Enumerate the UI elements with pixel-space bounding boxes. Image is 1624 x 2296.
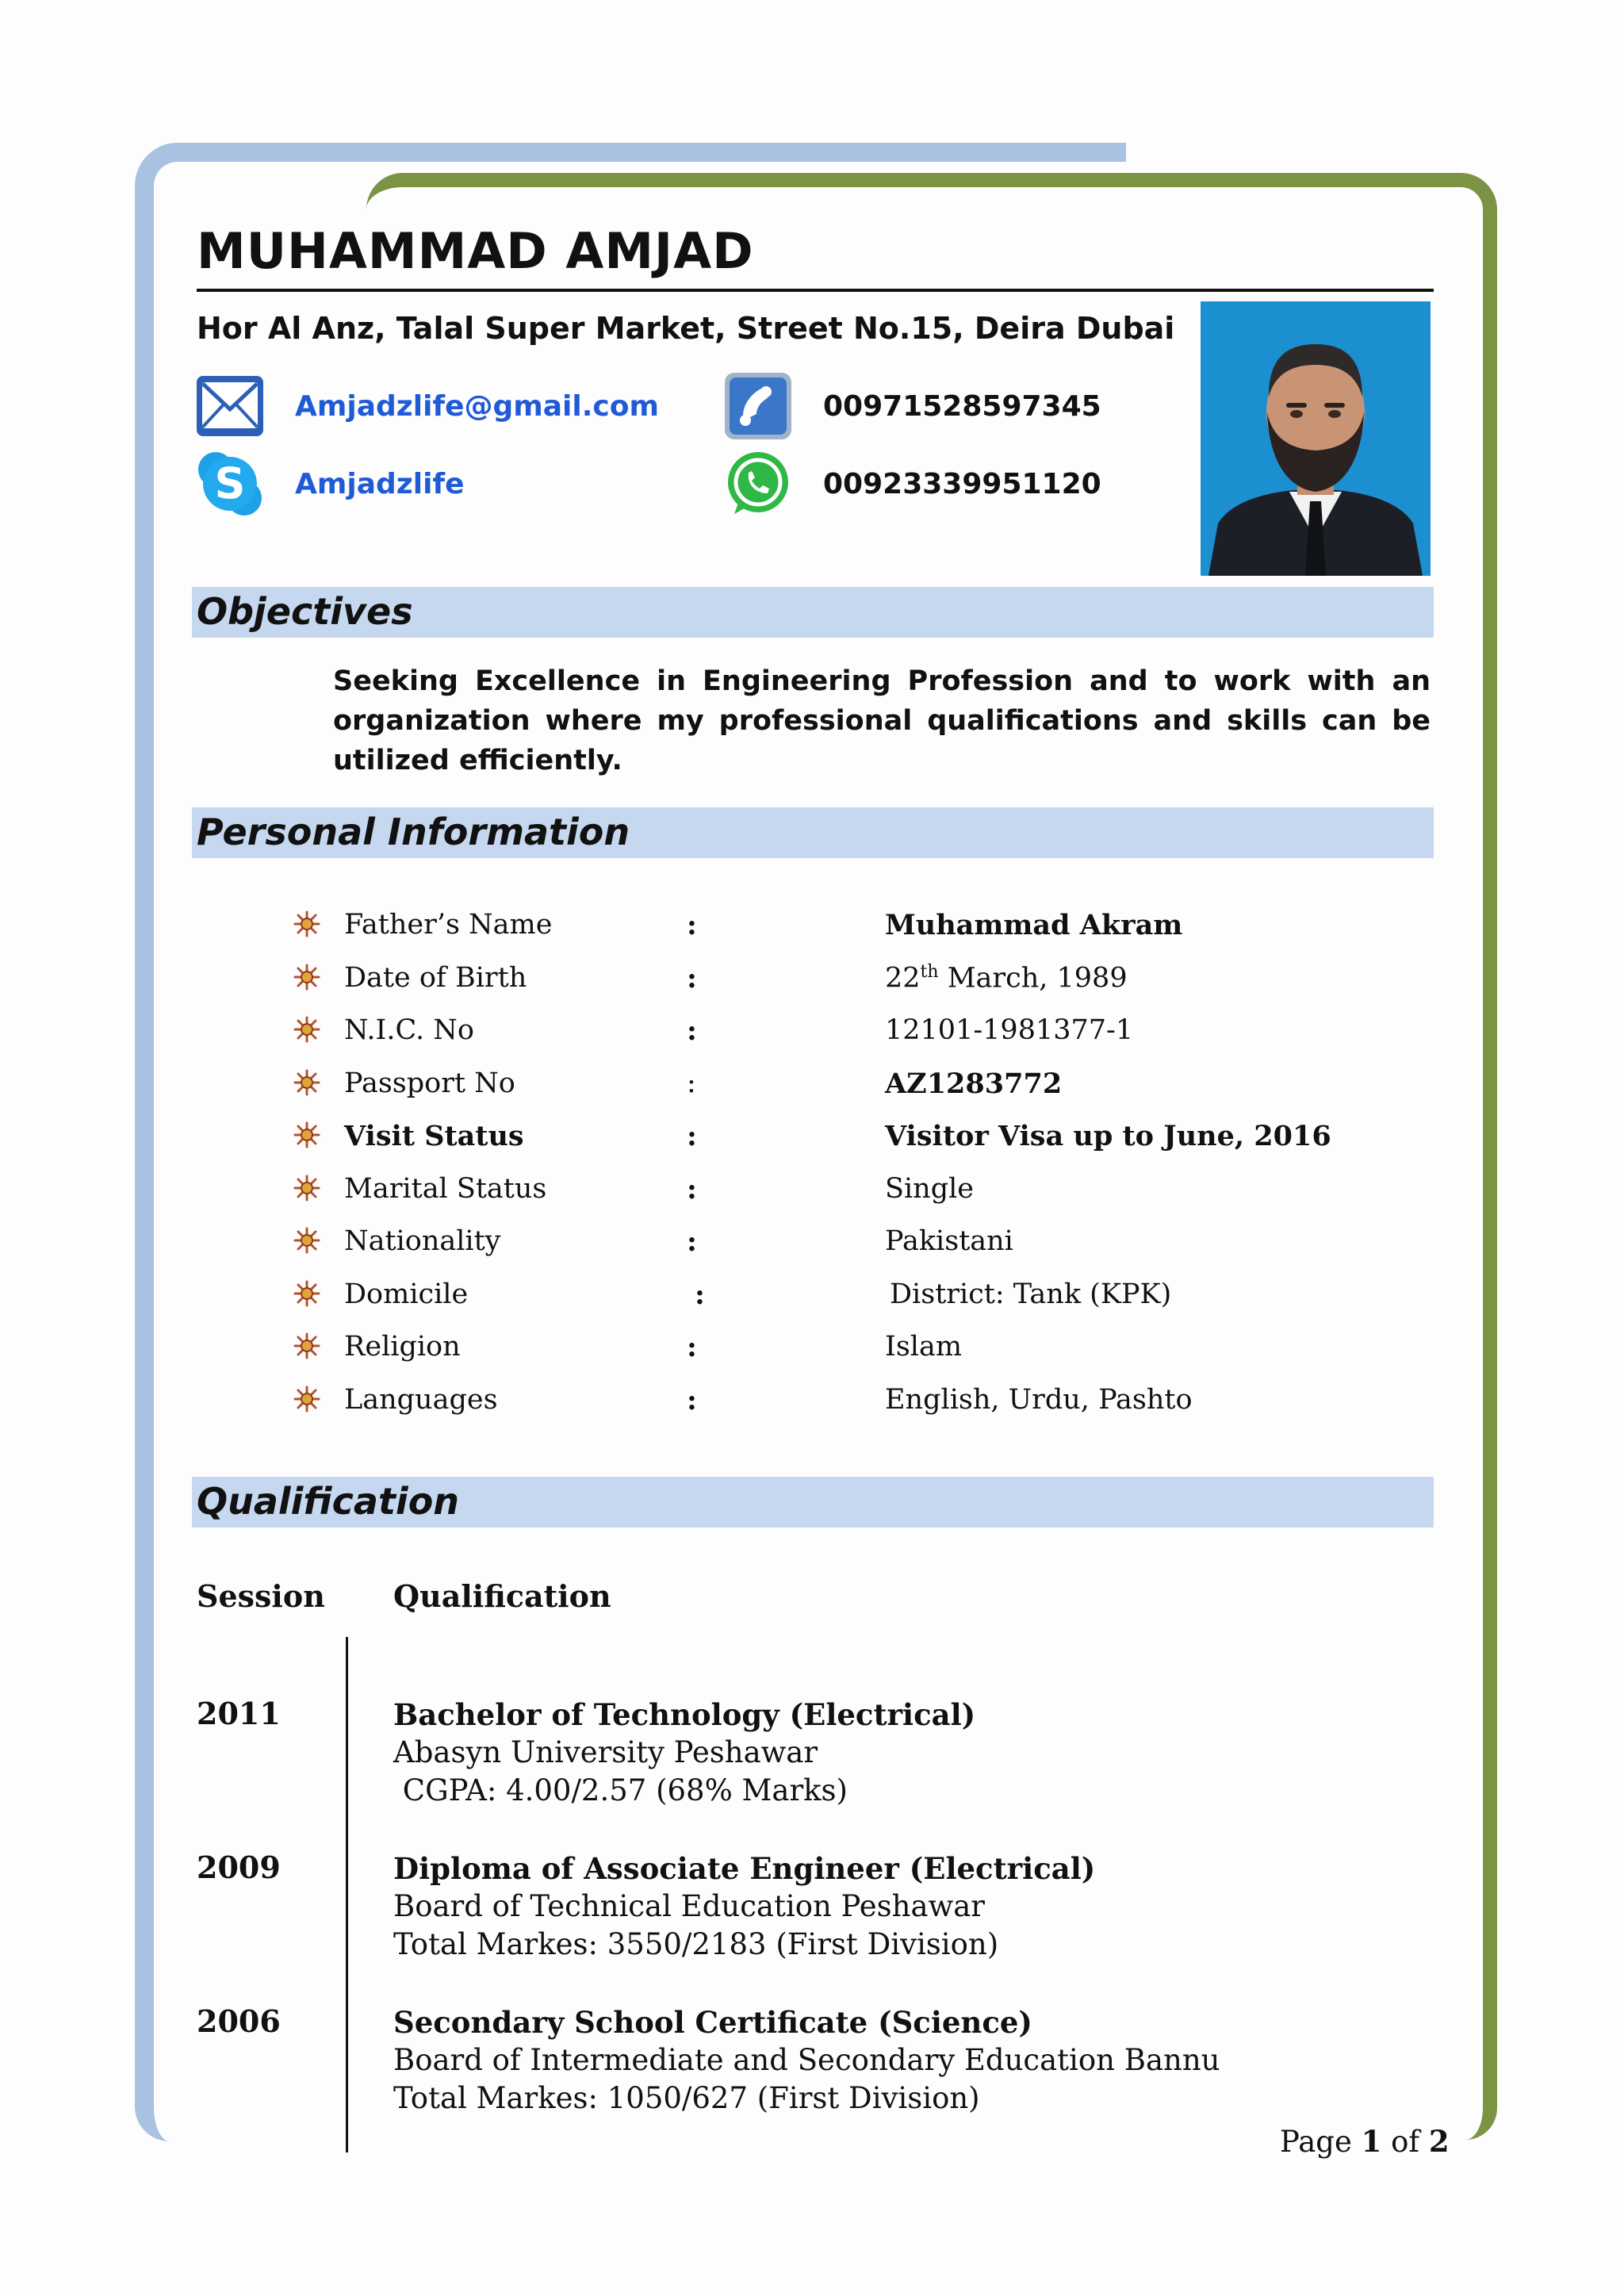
star-bullet-icon [293,1386,320,1412]
personal-info-colon: : [687,1225,697,1258]
personal-info-row [293,1331,1443,1378]
personal-info-value: 12101-1981377-1 [885,1014,1134,1046]
personal-info-value: Visitor Visa up to June, 2016 [885,1120,1331,1152]
qualification-heading-bar [192,1477,1434,1527]
personal-info-label: Visit Status [344,1120,524,1152]
candidate-name: MUHAMMAD AMJAD [197,222,754,280]
personal-info-row [293,1014,1443,1062]
qualification-title: Bachelor of Technology (Electrical) [393,1697,976,1732]
personal-info-row [293,1278,1443,1326]
star-bullet-icon [293,1069,320,1096]
personal-info-value: District: Tank (KPK) [890,1278,1172,1310]
objectives-heading: Objectives [197,590,413,633]
star-bullet-icon [293,1227,320,1254]
whatsapp-contact[interactable] [723,449,1101,519]
personal-info-colon: : [687,961,697,995]
star-bullet-icon [293,910,320,937]
personal-info-label: Languages [344,1383,498,1416]
email-link[interactable]: Amjadzlife@gmail.com [295,389,659,423]
skype-handle[interactable]: Amjadzlife [295,467,465,500]
personal-info-label: N.I.C. No [344,1014,474,1046]
personal-info-colon: : [695,1278,705,1311]
personal-info-value: Muhammad Akram [885,909,1183,941]
whatsapp-icon [723,449,793,519]
star-bullet-icon [293,1016,320,1043]
personal-info-label: Father’s Name [344,909,553,941]
personal-info-value: Single [885,1172,975,1205]
personal-info-value: AZ1283772 [885,1067,1063,1100]
personal-info-label: Religion [344,1331,461,1363]
qualification-institution: Board of Intermediate and Secondary Education Bannu [393,2043,1220,2077]
objective-text: Seeking Excellence in Engineering Profession and to work with an organization where my professional qualifications and skills can be utilized efficiently. [333,665,1431,776]
qualification-timeline-line [346,1637,348,2152]
phone-icon [723,371,793,441]
personal-info-value: Pakistani [885,1225,1013,1257]
qualification-year: 2006 [197,2003,281,2039]
qualification-result: Total Markes: 1050/627 (First Division) [393,2081,980,2115]
personal-info-label: Passport No [344,1067,515,1099]
objectives-heading-bar [192,587,1434,638]
qualification-entry [393,1696,975,1810]
qualification-title: Diploma of Associate Engineer (Electrical) [393,1851,1096,1886]
star-bullet-icon [293,1175,320,1202]
email-icon [195,371,265,441]
personal-info-colon: : [687,1383,697,1416]
qualification-result: Total Markes: 3550/2183 (First Division) [393,1927,999,1961]
star-bullet-icon [293,1332,320,1359]
star-bullet-icon [293,1280,320,1307]
qualification-institution: Abasyn University Peshawar [393,1735,818,1769]
personal-info-value: English, Urdu, Pashto [885,1383,1193,1416]
svg-text:S: S [214,458,246,508]
personal-info-value: 22th March, 1989 [885,961,1128,995]
personal-info-label: Date of Birth [344,961,527,994]
personal-info-colon: : [687,1172,697,1205]
qualification-entry [393,2003,1220,2118]
skype-icon [195,449,265,519]
qualification-title: Secondary School Certificate (Science) [393,2005,1032,2040]
name-divider [197,289,1434,292]
qualification-result: CGPA: 4.00/2.57 (68% Marks) [393,1773,848,1807]
personal-info-colon: : [687,909,697,941]
personal-info-row [293,962,1443,1010]
page-number: Page 1 of 2 [1280,2124,1450,2159]
phone-contact[interactable] [723,371,1101,441]
personal-info-label: Nationality [344,1225,501,1257]
personal-info-label: Domicile [344,1278,469,1310]
personal-info-colon: : [687,1120,697,1152]
personal-info-value: Islam [885,1331,963,1363]
qualification-year: 2011 [197,1696,281,1731]
personal-info-label: Marital Status [344,1172,547,1205]
profile-photo [1201,301,1431,576]
email-contact[interactable] [195,371,659,441]
phone-number[interactable]: 00971528597345 [823,389,1101,423]
qualification-institution: Board of Technical Education Peshawar [393,1889,985,1923]
address: Hor Al Anz, Talal Super Market, Street No.15, Deira Dubai [197,311,1175,346]
personal-info-colon: : [687,1014,697,1047]
personal-info-colon: : [687,1331,697,1363]
personal-info-row [293,1173,1443,1221]
qualification-year: 2009 [197,1849,281,1885]
personal-info-row [293,1384,1443,1432]
personal-info-row [293,1225,1443,1273]
personal-info-row [293,1068,1443,1115]
skype-contact[interactable] [195,449,465,519]
qualification-entry [393,1849,1095,1964]
whatsapp-number[interactable]: 00923339951120 [823,467,1101,500]
qualification-column-header: Qualification [393,1578,611,1614]
session-column-header: Session [197,1578,325,1614]
star-bullet-icon [293,1121,320,1148]
qualification-heading: Qualification [197,1480,460,1523]
personal-info-row [293,1120,1443,1167]
personal-info-heading: Personal Information [197,811,630,853]
personal-info-heading-bar [192,807,1434,858]
star-bullet-icon [293,964,320,991]
personal-info-row [293,909,1443,956]
personal-info-colon: : [687,1067,696,1099]
